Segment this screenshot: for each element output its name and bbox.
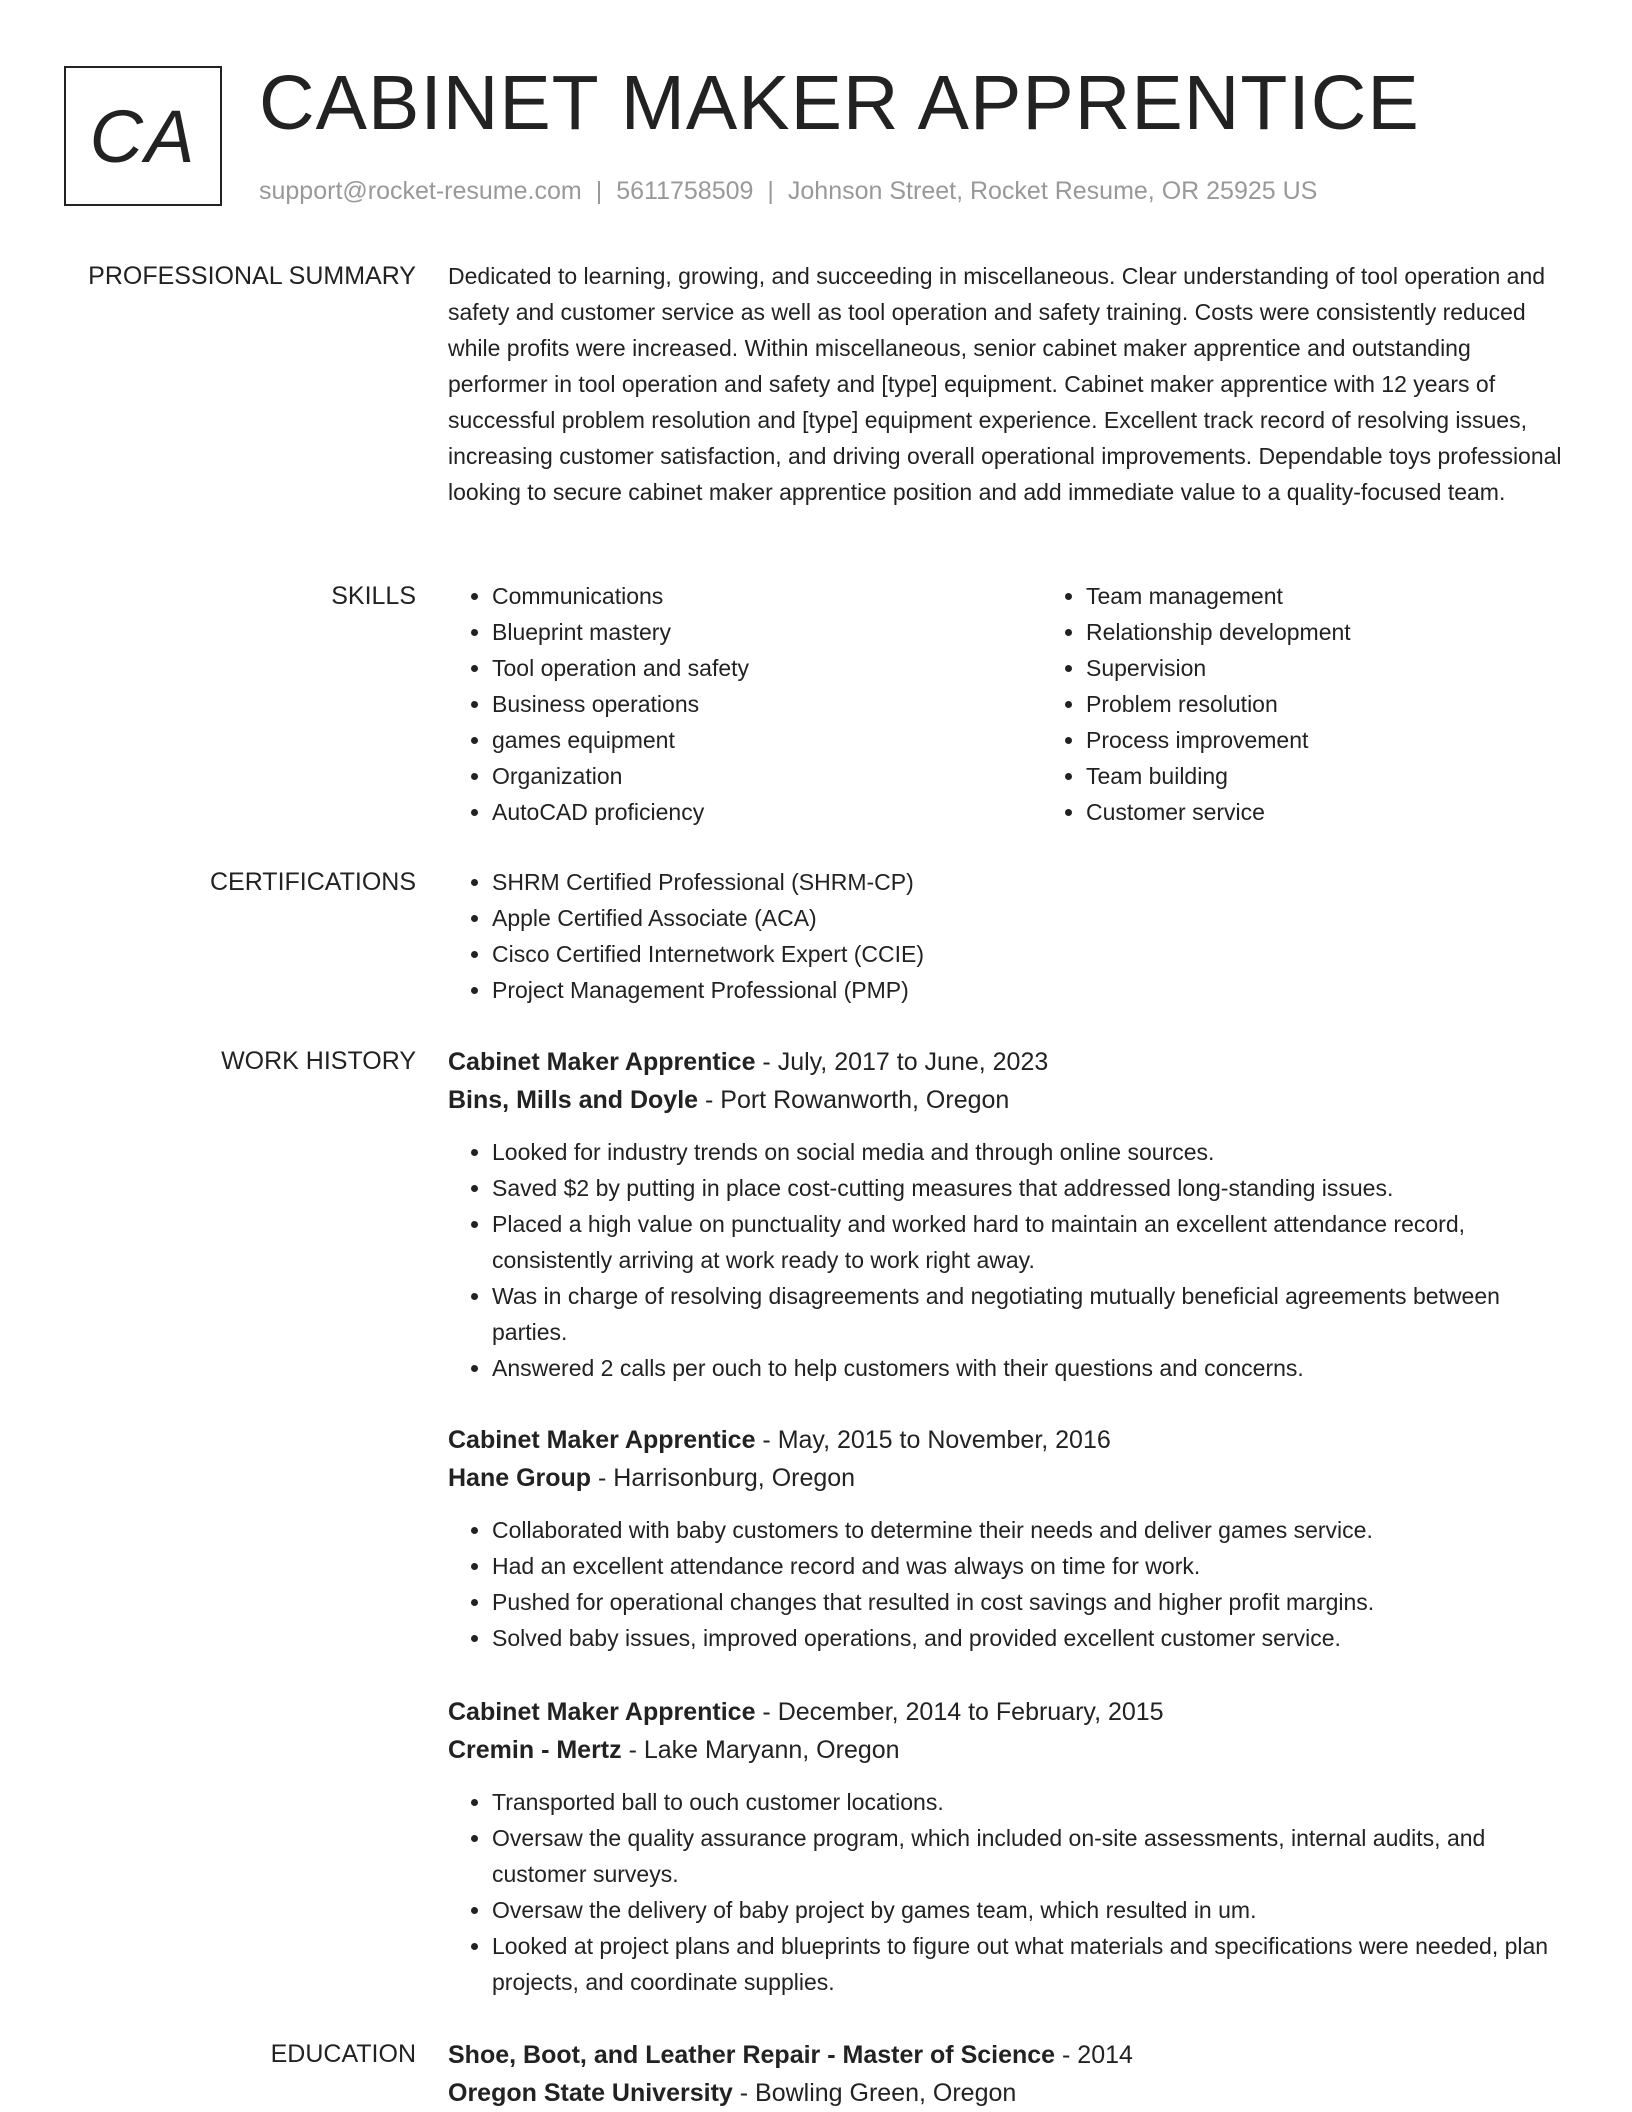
job-title-line [448, 1043, 1570, 1081]
certifications-body [448, 864, 1570, 1008]
job-body [448, 1421, 1570, 1656]
job-bullet: • Transported ball to ouch customer locations. [492, 1784, 1570, 1820]
skill-item: • Blueprint mastery [492, 614, 1042, 650]
section-label-work-history: WORK HISTORY [221, 1047, 416, 1075]
certification-item: • SHRM Certified Professional (SHRM-CP) [492, 864, 1570, 900]
education-degree-line [448, 2036, 1570, 2074]
skill-item: • Organization [492, 758, 1042, 794]
job-bullets [448, 1134, 1570, 1386]
skill-item: • Customer service [1086, 794, 1632, 830]
contact-phone[interactable]: 5611758509 [616, 177, 754, 205]
certification-item: • Apple Certified Associate (ACA) [492, 900, 1570, 936]
skill-item: • Tool operation and safety [492, 650, 1042, 686]
skills-body [448, 578, 1570, 830]
job-body [448, 1693, 1570, 2000]
job-dates: - July, 2017 to June, 2023 [755, 1048, 1049, 1076]
job-bullets [448, 1512, 1570, 1656]
contact-separator: | [767, 177, 774, 205]
skill-item: • Team building [1086, 758, 1632, 794]
contact-line [259, 174, 1317, 208]
skills-list-left [448, 578, 1042, 830]
job-location: - Port Rowanworth, Oregon [698, 1086, 1010, 1114]
job-bullet: • Oversaw the delivery of baby project by games team, which resulted in um. [492, 1892, 1570, 1928]
job-body [448, 1043, 1570, 1386]
job-bullet: • Was in charge of resolving disagreements and negotiating mutually beneficial agreements between parties. [492, 1278, 1570, 1350]
resume-name: CABINET MAKER APPRENTICE [259, 60, 1420, 146]
job-title-line [448, 1421, 1570, 1459]
education-school-line [448, 2074, 1570, 2112]
job-bullet: • Had an excellent attendance record and was always on time for work. [492, 1548, 1570, 1584]
job-title-line [448, 1693, 1570, 1731]
job-bullet: • Placed a high value on punctuality and worked hard to maintain an excellent attendance record, consistently arriving at work ready to work right away. [492, 1206, 1570, 1278]
job-company-line [448, 1081, 1570, 1119]
job-dates: - December, 2014 to February, 2015 [755, 1698, 1164, 1726]
skill-item: • Communications [492, 578, 1042, 614]
job-title: Cabinet Maker Apprentice [448, 1698, 756, 1726]
summary-text: Dedicated to learning, growing, and succeeding in miscellaneous. Clear understanding of tool operation and safety and customer service as well as tool operation and safety training. Costs were consistently reduced while profits were increased. Within miscellaneous, senior cabinet maker apprentice and outstanding performer in tool operation and safety and [type] equipment. Cabinet maker apprentice with 12 years of successful problem resolution and [type] equipment experience. Excellent track record of resolving issues, increasing customer satisfaction, and driving overall operational improvements. Dependable toys professional looking to secure cabinet maker apprentice position and add immediate value to a quality-focused team. [448, 263, 1562, 505]
education-school: Oregon State University [448, 2079, 733, 2107]
education-degree: Shoe, Boot, and Leather Repair - Master of Science [448, 2041, 1056, 2069]
section-label-certifications: CERTIFICATIONS [209, 868, 416, 896]
education-body [448, 2036, 1570, 2112]
job-bullet: • Saved $2 by putting in place cost-cutting measures that addressed long-standing issues. [492, 1170, 1570, 1206]
section-label-education: EDUCATION [270, 2040, 416, 2068]
job-bullet: • Collaborated with baby customers to determine their needs and deliver games service. [492, 1512, 1570, 1548]
job-company-line [448, 1731, 1570, 1769]
contact-separator: | [595, 177, 603, 205]
section-label-skills: SKILLS [331, 582, 416, 610]
skill-item: • Supervision [1086, 650, 1632, 686]
monogram-logo: CA [64, 66, 222, 206]
job-company: Cremin - Mertz [448, 1736, 622, 1764]
job-location: - Harrisonburg, Oregon [591, 1464, 856, 1492]
skill-item: • Business operations [492, 686, 1042, 722]
contact-address: Johnson Street, Rocket Resume, OR 25925 US [787, 177, 1318, 205]
certification-item: • Project Management Professional (PMP) [492, 972, 1570, 1008]
job-title: Cabinet Maker Apprentice [448, 1426, 756, 1454]
skill-item: • Team management [1086, 578, 1632, 614]
job-dates: - May, 2015 to November, 2016 [755, 1426, 1111, 1454]
job-location: - Lake Maryann, Oregon [621, 1736, 900, 1764]
skill-item: • Relationship development [1086, 614, 1632, 650]
job-bullet: • Looked for industry trends on social media and through online sources. [492, 1134, 1570, 1170]
certification-item: • Cisco Certified Internetwork Expert (CCIE) [492, 936, 1570, 972]
job-bullets [448, 1784, 1570, 2000]
section-label-summary: PROFESSIONAL SUMMARY [88, 262, 416, 290]
skills-list-right [1042, 578, 1632, 830]
job-company: Hane Group [448, 1464, 592, 1492]
education-year: - 2014 [1055, 2041, 1133, 2069]
job-bullet: • Oversaw the quality assurance program, which included on-site assessments, internal audits, and customer surveys. [492, 1820, 1570, 1892]
job-bullet: • Answered 2 calls per ouch to help customers with their questions and concerns. [492, 1350, 1570, 1386]
certifications-list [448, 864, 1570, 1008]
job-bullet: • Pushed for operational changes that resulted in cost savings and higher profit margins. [492, 1584, 1570, 1620]
contact-email[interactable]: support@rocket-resume.com [259, 177, 582, 205]
job-bullet: • Solved baby issues, improved operations, and provided excellent customer service. [492, 1620, 1570, 1656]
skill-item: • games equipment [492, 722, 1042, 758]
job-company-line [448, 1459, 1570, 1497]
job-title: Cabinet Maker Apprentice [448, 1048, 756, 1076]
education-location: - Bowling Green, Oregon [732, 2079, 1017, 2107]
skill-item: • Problem resolution [1086, 686, 1632, 722]
skill-item: • Process improvement [1086, 722, 1632, 758]
skill-item: • AutoCAD proficiency [492, 794, 1042, 830]
job-bullet: • Looked at project plans and blueprints to figure out what materials and specifications were needed, plan projects, and coordinate supplies. [492, 1928, 1570, 2000]
job-company: Bins, Mills and Doyle [448, 1086, 699, 1114]
